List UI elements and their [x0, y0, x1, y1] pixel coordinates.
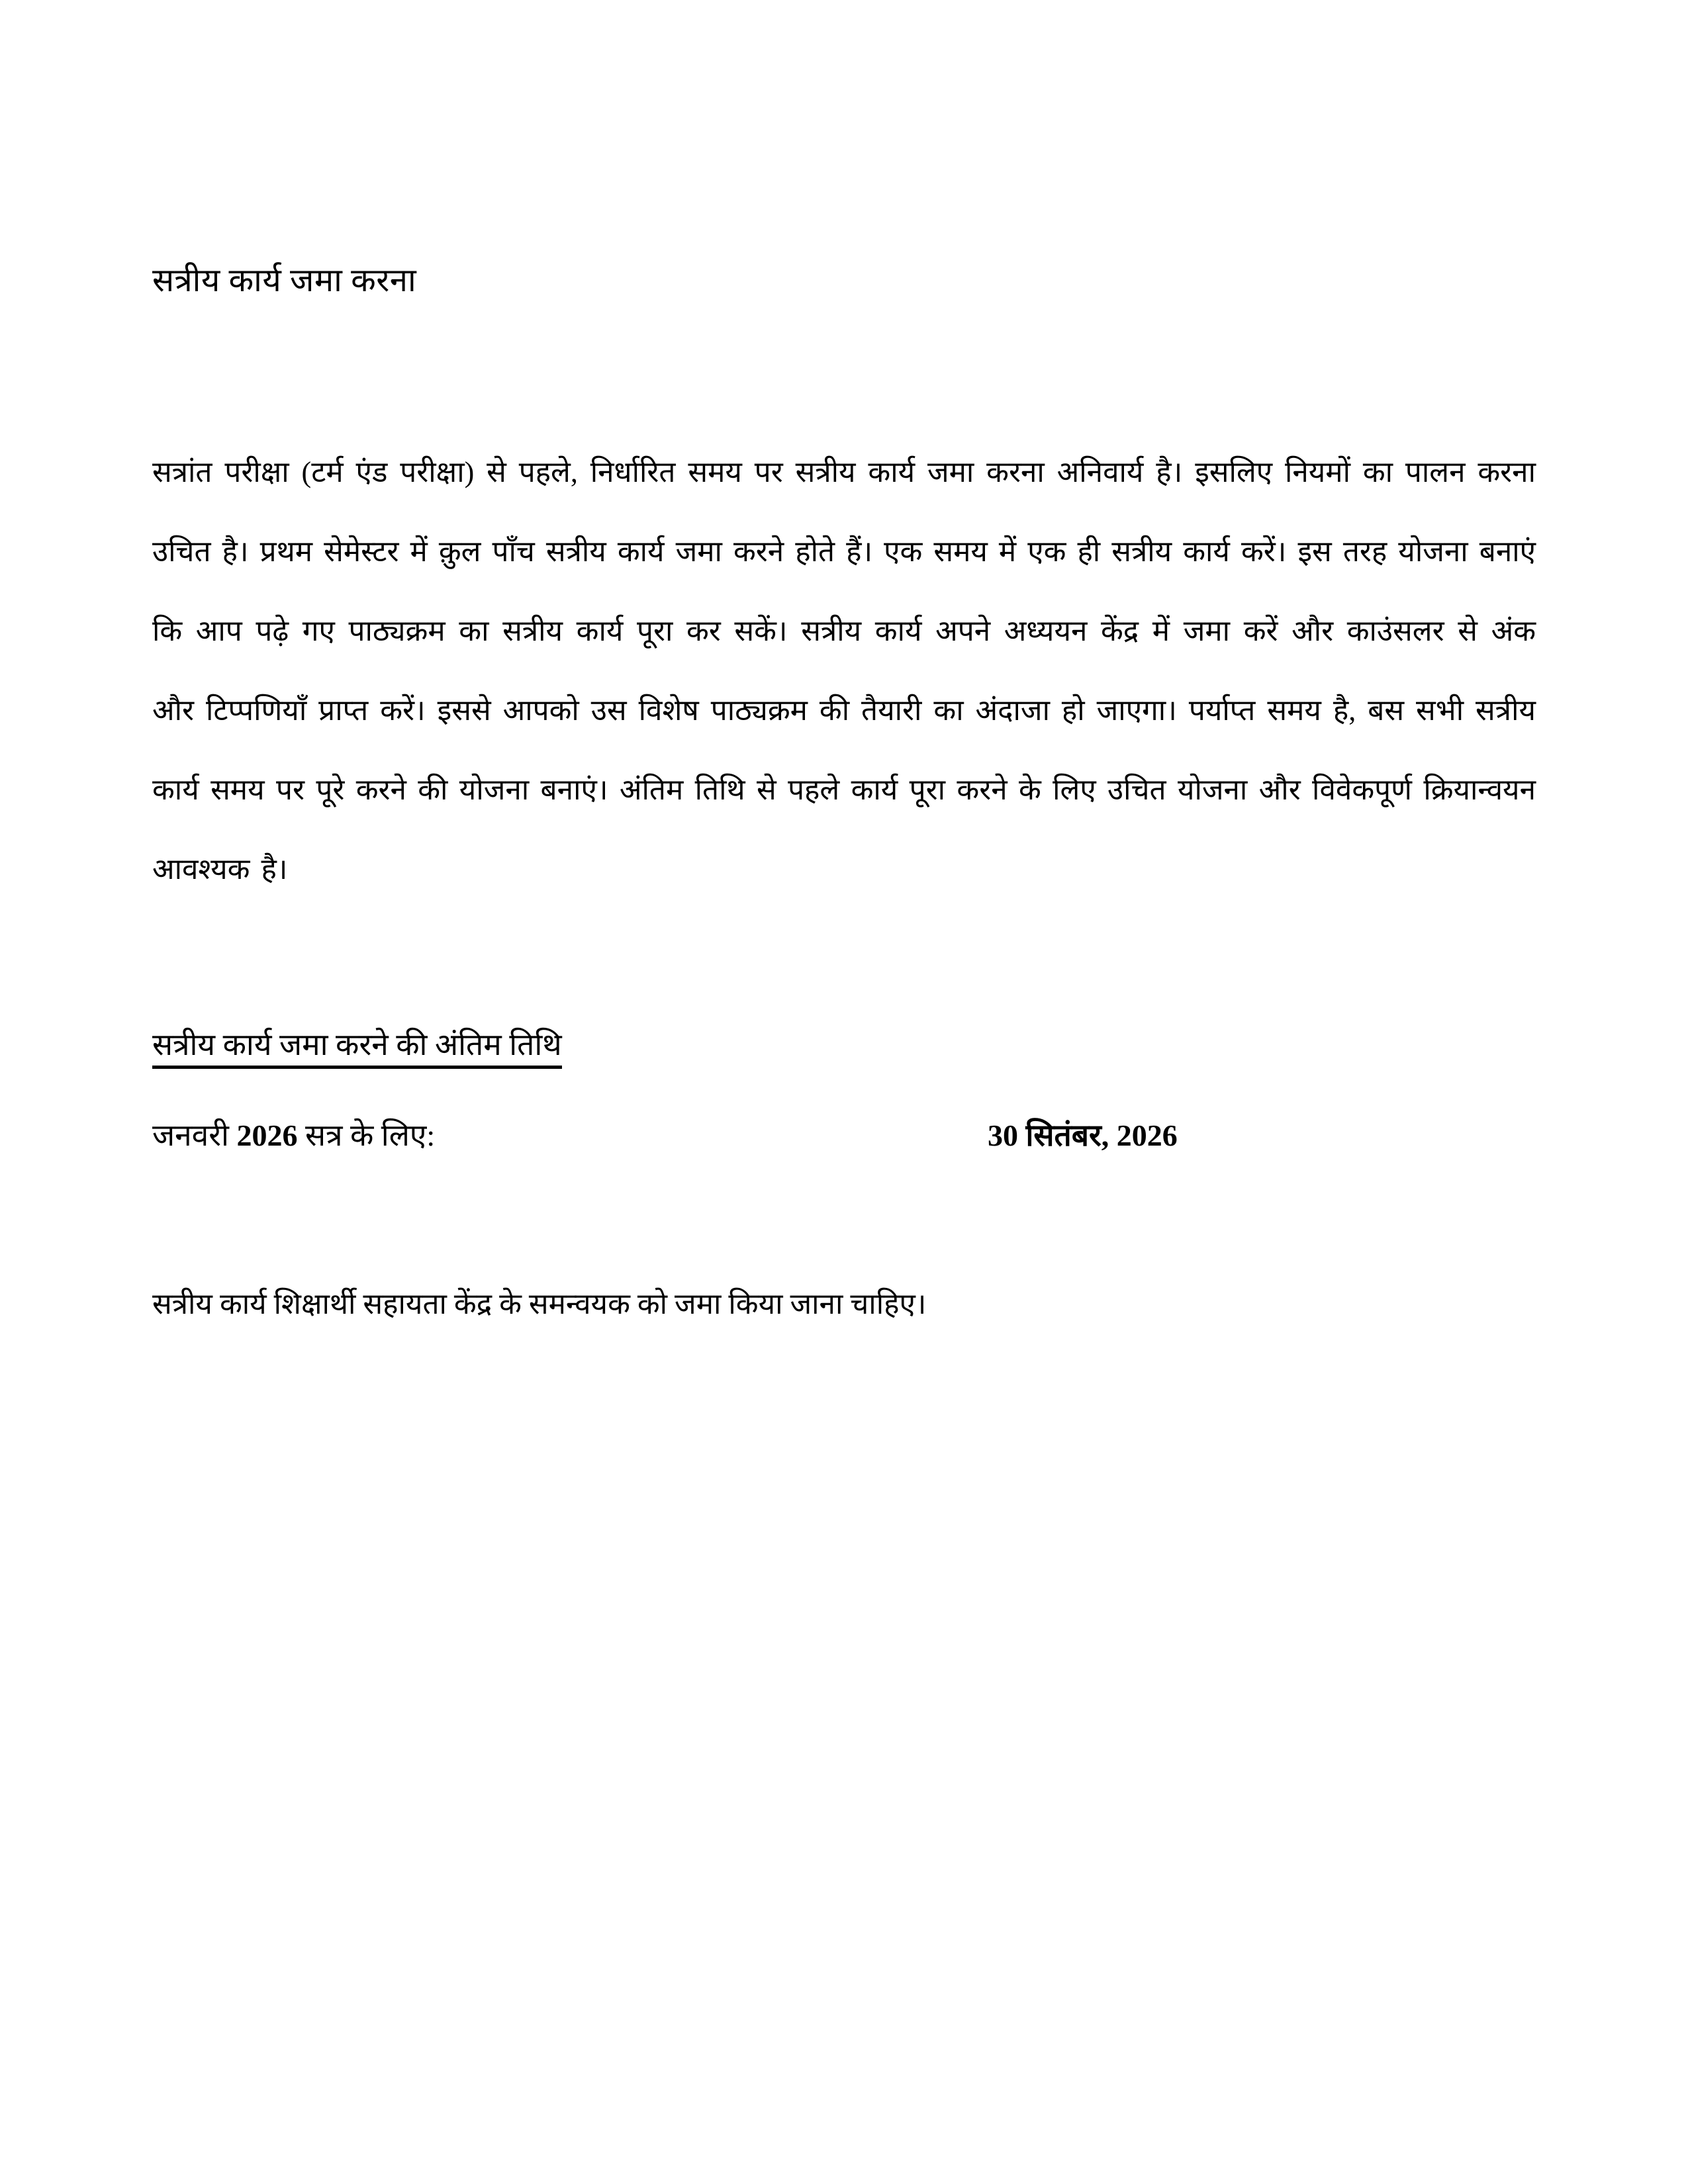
- page-title: सत्रीय कार्य जमा करना: [152, 262, 417, 298]
- body-paragraph: सत्रांत परीक्षा (टर्म एंड परीक्षा) से पहले, निर्धारित समय पर सत्रीय कार्य जमा करना अनिवार्य है। इसलिए नियमों का पालन करना उचित है। प्रथम सेमेस्टर में क़ुल पाँच सत्रीय कार्य जमा करने होते हैं। एक समय में एक ही सत्रीय कार्य करें। इस तरह योजना बनाएं कि आप पढ़े गए पाठ्यक्रम का सत्रीय कार्य पूरा कर सकें। सत्रीय कार्य अपने अध्ययन केंद्र में जमा करें और काउंसलर से अंक और टिप्पणियाँ प्राप्त करें। इससे आपको उस विशेष पाठ्यक्रम की तैयारी का अंदाजा हो जाएगा। पर्याप्त समय है, बस सभी सत्रीय कार्य समय पर पूरे करने की योजना बनाएं। अंतिम तिथि से पहले कार्य पूरा करने के लिए उचित योजना और विवेकपूर्ण क्रियान्वयन आवश्यक है।: [152, 455, 1536, 886]
- deadline-date: 30 सितंबर, 2026: [988, 1118, 1178, 1152]
- session-label: [152, 1118, 435, 1152]
- deadline-heading: [152, 1022, 1536, 1068]
- session-label-suffix: सत्र के लिए:: [305, 1118, 436, 1152]
- submission-note: सत्रीय कार्य शिक्षार्थी सहायता केंद्र के समन्वयक को जमा किया जाना चाहिए।: [152, 1287, 927, 1320]
- session-year: 2026: [236, 1118, 298, 1152]
- session-label-prefix: जनवरी: [152, 1118, 229, 1152]
- deadline-heading-text: सत्रीय कार्य जमा करने की अंतिम तिथि: [152, 1028, 562, 1069]
- deadline-date-row: [152, 1113, 1536, 1159]
